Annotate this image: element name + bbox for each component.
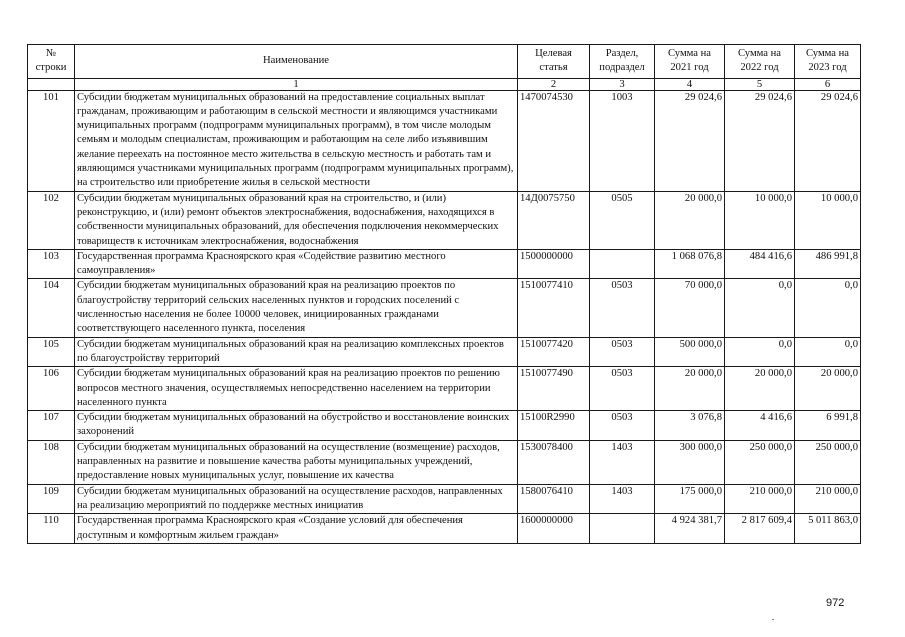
header-sum-2022: Сумма на 2022 год bbox=[725, 45, 795, 79]
row-number: 106 bbox=[28, 367, 75, 411]
row-sum-2023: 6 991,8 bbox=[795, 411, 861, 441]
row-number: 108 bbox=[28, 440, 75, 484]
row-section: 0503 bbox=[590, 367, 655, 411]
row-section: 1403 bbox=[590, 440, 655, 484]
row-sum-2022: 20 000,0 bbox=[725, 367, 795, 411]
table-header-row bbox=[28, 45, 861, 79]
row-sum-2021: 1 068 076,8 bbox=[655, 249, 725, 279]
column-number bbox=[28, 78, 75, 90]
row-sum-2022: 29 024,6 bbox=[725, 90, 795, 191]
column-number: 4 bbox=[655, 78, 725, 90]
row-sum-2022: 4 416,6 bbox=[725, 411, 795, 441]
row-sum-2021: 20 000,0 bbox=[655, 367, 725, 411]
row-sum-2022: 250 000,0 bbox=[725, 440, 795, 484]
row-section: 1003 bbox=[590, 90, 655, 191]
column-number: 3 bbox=[590, 78, 655, 90]
row-sum-2022: 0,0 bbox=[725, 279, 795, 337]
row-sum-2022: 484 416,6 bbox=[725, 249, 795, 279]
row-sum-2021: 70 000,0 bbox=[655, 279, 725, 337]
row-name: Субсидии бюджетам муниципальных образований края на реализацию проектов по решению вопросов местного значения, осуществляемых непосредственно населением на территории населенного пункта bbox=[75, 367, 518, 411]
column-number: 1 bbox=[75, 78, 518, 90]
row-sum-2022: 2 817 609,4 bbox=[725, 514, 795, 544]
budget-table bbox=[27, 44, 861, 544]
row-sum-2021: 29 024,6 bbox=[655, 90, 725, 191]
row-number: 109 bbox=[28, 484, 75, 514]
header-row-number: № строки bbox=[28, 45, 75, 79]
row-sum-2021: 300 000,0 bbox=[655, 440, 725, 484]
table-row bbox=[28, 367, 861, 411]
row-sum-2021: 4 924 381,7 bbox=[655, 514, 725, 544]
row-name: Субсидии бюджетам муниципальных образований на обустройство и восстановление воинских захоронений bbox=[75, 411, 518, 441]
header-section: Раздел, подраздел bbox=[590, 45, 655, 79]
row-section: 0503 bbox=[590, 279, 655, 337]
row-name: Субсидии бюджетам муниципальных образований края на реализацию комплексных проектов по благоустройству территорий bbox=[75, 337, 518, 367]
row-name: Государственная программа Красноярского края «Содействие развитию местного самоуправления» bbox=[75, 249, 518, 279]
row-target-article: 1580076410 bbox=[518, 484, 590, 514]
row-section: 0503 bbox=[590, 337, 655, 367]
row-sum-2023: 210 000,0 bbox=[795, 484, 861, 514]
header-sum-2021: Сумма на 2021 год bbox=[655, 45, 725, 79]
table-row bbox=[28, 484, 861, 514]
table-row bbox=[28, 514, 861, 544]
row-sum-2023: 29 024,6 bbox=[795, 90, 861, 191]
row-target-article: 1510077420 bbox=[518, 337, 590, 367]
row-number: 103 bbox=[28, 249, 75, 279]
row-number: 105 bbox=[28, 337, 75, 367]
row-name: Государственная программа Красноярского края «Создание условий для обеспечения доступным и комфортным жильем граждан» bbox=[75, 514, 518, 544]
row-section: 1403 bbox=[590, 484, 655, 514]
row-number: 110 bbox=[28, 514, 75, 544]
table-row bbox=[28, 249, 861, 279]
row-name: Субсидии бюджетам муниципальных образований на предоставление социальных выплат гражданам, проживающим и работающим в сельской местности и являющимся участниками муниципальных программ (подпрограмм муниципальных программ), в том числе молодым семьям и молодым специалистам, проживающим и работающим на селе либо изъявившим желание переехать на постоянное место жительства в сельскую местность и работать там и являющимся участниками муниципальных программ (подпрограмм муниципальных программ), на строительство или приобретение жилья в сельской местности bbox=[75, 90, 518, 191]
row-target-article: 1510077410 bbox=[518, 279, 590, 337]
row-target-article: 15100R2990 bbox=[518, 411, 590, 441]
row-sum-2022: 10 000,0 bbox=[725, 191, 795, 249]
table-row bbox=[28, 411, 861, 441]
row-name: Субсидии бюджетам муниципальных образований края на реализацию проектов по благоустройству территорий сельских населенных пунктов и городских поселений с численностью населения не более 10000 человек, инициированных гражданами соответствующего населенного пункта, поселения bbox=[75, 279, 518, 337]
row-section bbox=[590, 514, 655, 544]
row-sum-2021: 500 000,0 bbox=[655, 337, 725, 367]
row-target-article: 1600000000 bbox=[518, 514, 590, 544]
row-sum-2023: 250 000,0 bbox=[795, 440, 861, 484]
header-target-article: Целевая статья bbox=[518, 45, 590, 79]
column-number: 6 bbox=[795, 78, 861, 90]
row-target-article: 1510077490 bbox=[518, 367, 590, 411]
table-row bbox=[28, 191, 861, 249]
row-sum-2022: 210 000,0 bbox=[725, 484, 795, 514]
table-row bbox=[28, 90, 861, 191]
column-number-row bbox=[28, 78, 861, 90]
row-sum-2023: 5 011 863,0 bbox=[795, 514, 861, 544]
row-number: 107 bbox=[28, 411, 75, 441]
table-row bbox=[28, 279, 861, 337]
scan-speck bbox=[772, 619, 774, 620]
row-target-article: 14Д0075750 bbox=[518, 191, 590, 249]
row-target-article: 1470074530 bbox=[518, 90, 590, 191]
table-row bbox=[28, 440, 861, 484]
row-number: 104 bbox=[28, 279, 75, 337]
row-sum-2023: 10 000,0 bbox=[795, 191, 861, 249]
row-name: Субсидии бюджетам муниципальных образований на осуществление расходов, направленных на реализацию мероприятий по поддержке местных инициатив bbox=[75, 484, 518, 514]
row-name: Субсидии бюджетам муниципальных образований края на строительство, и (или) реконструкцию, и (или) ремонт объектов электроснабжения, водоснабжения, находящихся в собственности муниципальных образований, для обеспечения подключения некоммерческих товариществ к источникам электроснабжения, водоснабжения bbox=[75, 191, 518, 249]
column-number: 5 bbox=[725, 78, 795, 90]
row-target-article: 1500000000 bbox=[518, 249, 590, 279]
row-sum-2022: 0,0 bbox=[725, 337, 795, 367]
row-sum-2023: 20 000,0 bbox=[795, 367, 861, 411]
row-sum-2021: 175 000,0 bbox=[655, 484, 725, 514]
row-number: 102 bbox=[28, 191, 75, 249]
column-number: 2 bbox=[518, 78, 590, 90]
row-target-article: 1530078400 bbox=[518, 440, 590, 484]
row-sum-2023: 486 991,8 bbox=[795, 249, 861, 279]
table-row bbox=[28, 337, 861, 367]
header-sum-2023: Сумма на 2023 год bbox=[795, 45, 861, 79]
row-sum-2021: 3 076,8 bbox=[655, 411, 725, 441]
page-number: 972 bbox=[826, 597, 845, 609]
row-section bbox=[590, 249, 655, 279]
row-section: 0503 bbox=[590, 411, 655, 441]
row-name: Субсидии бюджетам муниципальных образований на осуществление (возмещение) расходов, направленных на развитие и повышение качества работы муниципальных учреждений, предоставление новых муниципальных услуг, повышение их качества bbox=[75, 440, 518, 484]
row-sum-2021: 20 000,0 bbox=[655, 191, 725, 249]
row-section: 0505 bbox=[590, 191, 655, 249]
header-name: Наименование bbox=[75, 45, 518, 79]
row-number: 101 bbox=[28, 90, 75, 191]
row-sum-2023: 0,0 bbox=[795, 337, 861, 367]
row-sum-2023: 0,0 bbox=[795, 279, 861, 337]
